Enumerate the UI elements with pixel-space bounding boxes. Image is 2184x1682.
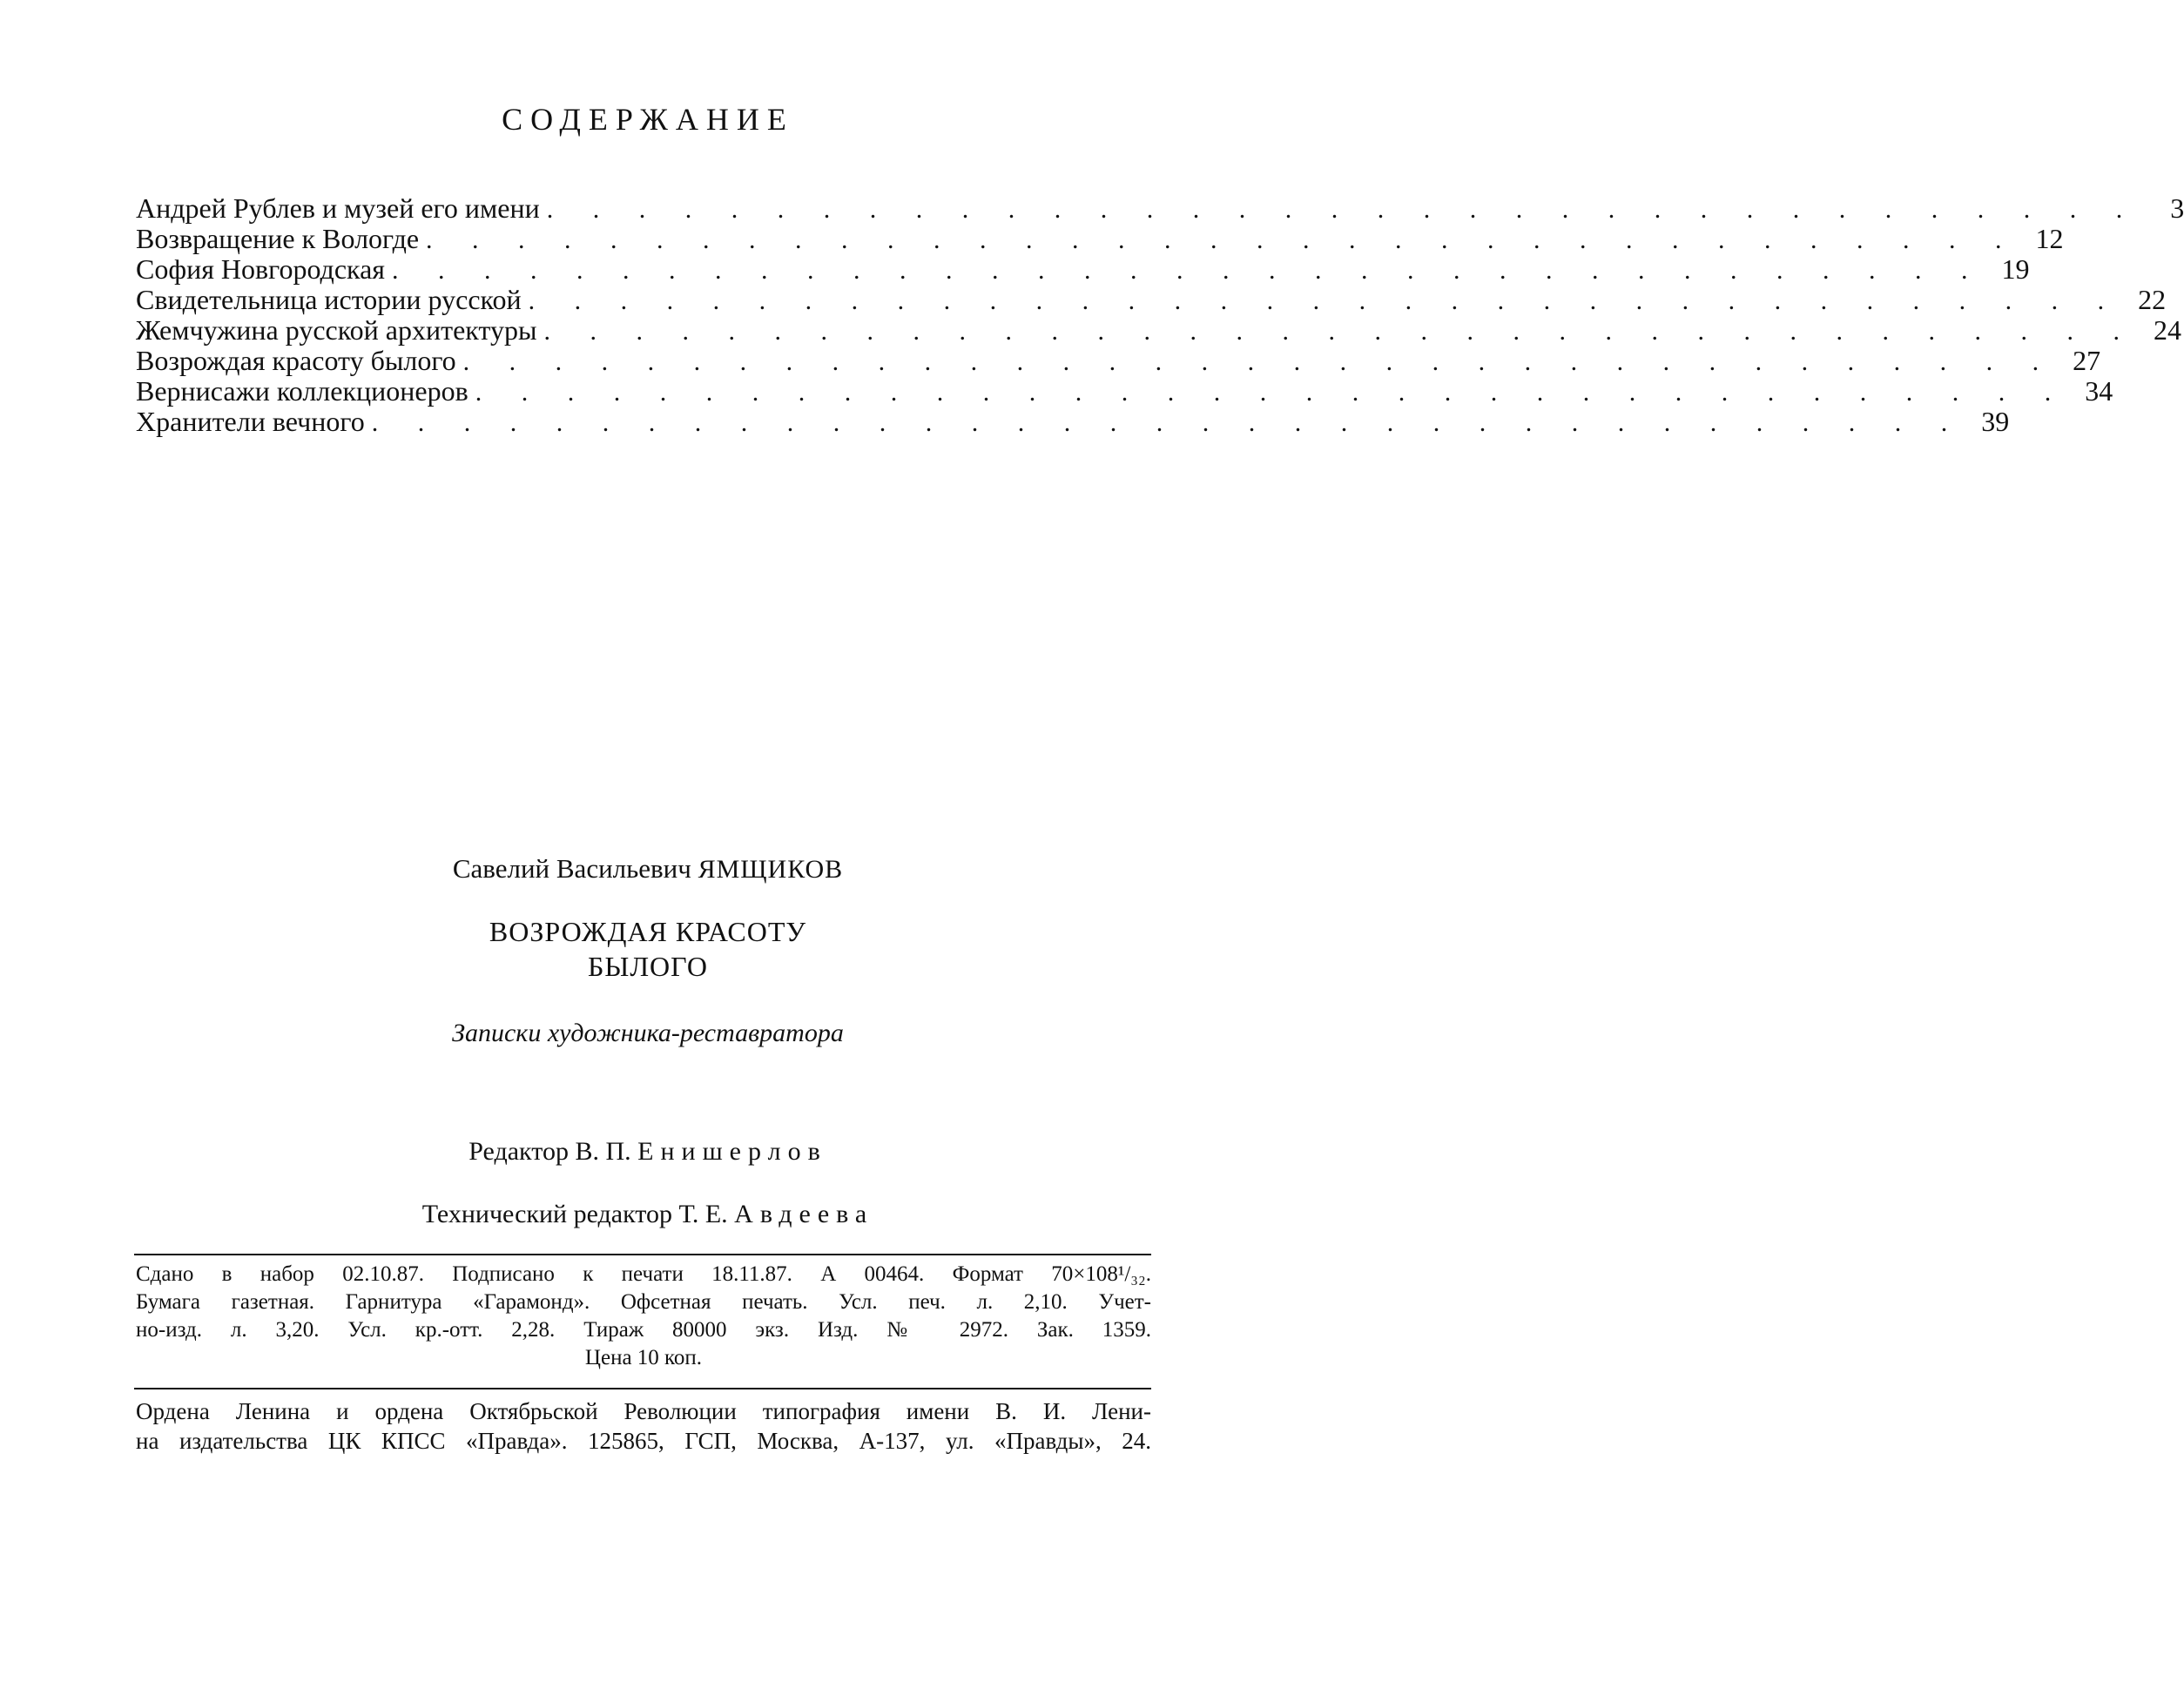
printer-line: Ордена Ленина и ордена Октябрьской Революции типография имени В. И. Лени- [136, 1398, 1151, 1424]
divider-rule [134, 1388, 1151, 1389]
toc-leader-dots: . . . . . . . . . . . . . . . . . . . . . . . . . . . . . . . . . . . [426, 225, 2019, 254]
author-given-names: Савелий Васильевич [452, 853, 691, 884]
editor-name: Енишерлов [637, 1137, 827, 1166]
toc-heading: СОДЕРЖАНИЕ [502, 102, 794, 137]
toc-leader-dots: . . . . . . . . . . . . . . . . . . . . . . . . . . . . . . . . . . . [475, 378, 2068, 407]
imprint-price: Цена 10 коп. [584, 1346, 703, 1369]
toc-entry-page: 39 [1981, 406, 2010, 437]
imprint-line: Сдано в набор 02.10.87. Подписано к печати 18.11.87. А 00464. Формат 70×108¹/₃₂. [136, 1262, 1151, 1286]
toc-entry [136, 406, 2010, 437]
toc-entry-title: Возрождая красоту былого [136, 346, 463, 376]
toc-entry [136, 375, 2113, 407]
toc-entry-page: 3 [2170, 192, 2184, 224]
book-title-line-1: ВОЗРОЖДАЯ КРАСОТУ [489, 916, 807, 947]
divider-rule [134, 1254, 1151, 1255]
toc-entry-title: Возвращение к Вологде [136, 224, 426, 254]
toc-leader-dots: . . . . . . . . . . . . . . . . . . . . . . . . . . . . . . . . . . . [543, 317, 2136, 346]
editor-initials: В. П. [575, 1137, 631, 1166]
toc-entry [136, 223, 2064, 254]
toc-entry [136, 192, 2184, 224]
toc-leader-dots: . . . . . . . . . . . . . . . . . . . . . . . . . . . . . . . . . . . [462, 347, 2056, 376]
toc-entry-title: Свидетельница истории русской [136, 285, 529, 315]
tech-editor-credit [0, 1200, 1296, 1229]
book-title [0, 914, 1296, 984]
toc-entry-page: 24 [2153, 314, 2181, 346]
book-subtitle: Записки художника-реставратора [452, 1019, 844, 1047]
tech-editor-name: Авдеева [734, 1200, 874, 1228]
imprint-line: Бумага газетная. Гарнитура «Гарамонд». Офсетная печать. Усл. печ. л. 2,10. Учет- [136, 1290, 1151, 1314]
toc-entry-title: Хранители вечного [136, 407, 372, 437]
toc-entry-page: 34 [2085, 375, 2113, 407]
editor-label: Редактор [468, 1137, 569, 1166]
book-title-line-2: БЫЛОГО [588, 951, 708, 982]
toc-leader-dots: . . . . . . . . . . . . . . . . . . . . . . . . . . . . . . . . . . . [546, 195, 2140, 224]
tech-editor-label: Технический редактор [421, 1200, 673, 1228]
toc-entry [136, 345, 2101, 376]
tech-editor-initials: Т. Е. [678, 1200, 728, 1228]
toc-entry [136, 284, 2167, 315]
author-surname: ЯМЩИКОВ [698, 855, 844, 884]
table-of-contents [136, 192, 2184, 437]
toc-leader-dots: . . . . . . . . . . . . . . . . . . . . . . . . . . . . . . . . . . . [392, 256, 1985, 285]
toc-leader-dots: . . . . . . . . . . . . . . . . . . . . . . . . . . . . . . . . . . . [371, 408, 1965, 437]
toc-entry-page: 22 [2138, 284, 2167, 315]
toc-entry [136, 253, 2030, 285]
toc-entry-page: 27 [2073, 345, 2101, 376]
toc-entry-page: 19 [2001, 253, 2030, 285]
toc-entry-title: Андрей Рублев и музей его имени [136, 193, 547, 224]
toc-entry-title: Жемчужина русской архитектуры [136, 315, 543, 346]
toc-entry-title: Вернисажи коллекционеров [136, 376, 475, 407]
toc-entry-title: София Новгородская [136, 254, 392, 285]
toc-entry [136, 314, 2181, 346]
toc-leader-dots: . . . . . . . . . . . . . . . . . . . . . . . . . . . . . . . . . . . [528, 286, 2121, 315]
printer-line: на издательства ЦК КПСС «Правда». 125865, ГСП, Москва, А-137, ул. «Правды», 24. [136, 1428, 1151, 1454]
printer-block [136, 1396, 1151, 1456]
imprint-line: но-изд. л. 3,20. Усл. кр.-отт. 2,28. Тираж 80000 экз. Изд. № 2972. Зак. 1359. [136, 1318, 1151, 1342]
editor-credit [0, 1137, 1296, 1167]
author-line [0, 853, 1296, 885]
toc-entry-page: 12 [2035, 223, 2064, 254]
imprint-block [136, 1261, 1151, 1372]
